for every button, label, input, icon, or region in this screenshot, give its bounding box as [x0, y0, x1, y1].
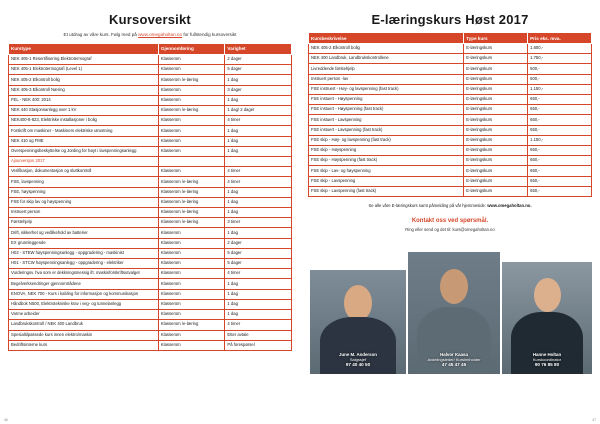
- table-cell: Klasserom: [158, 65, 225, 75]
- table-cell: 1.150,-: [528, 135, 592, 145]
- left-subtitle: [8, 32, 292, 38]
- contact-cta: [308, 218, 592, 233]
- table-cell: Klasserom: [158, 167, 225, 177]
- table-cell: Bedriftsinterne kurs: [9, 340, 159, 350]
- table-cell: Klasserom: [158, 289, 225, 299]
- table-cell: FSE instuert - Lavspenning: [309, 115, 464, 125]
- table-cell: FSE skip - Lavspenning (fast track): [309, 186, 464, 196]
- page-number-left: 46: [4, 418, 8, 422]
- table-cell: 2 dager: [225, 238, 292, 248]
- table-cell: Spesialtilpassede kurs innen elektro/maskin: [9, 330, 159, 340]
- table-row: [9, 238, 292, 248]
- column-header-gjennomforing: Gjennomføring: [158, 43, 225, 54]
- column-header-pris: Pris eks. mva.: [528, 33, 592, 44]
- person-head-shape: [440, 269, 468, 304]
- table-cell: 5 dager: [225, 65, 292, 75]
- person-phone: 90 76 85 80: [534, 362, 560, 367]
- page-title-right: E-læringskurs Høst 2017: [371, 12, 529, 27]
- person-photo: [502, 262, 592, 374]
- table-cell: Instruert person -lav: [309, 74, 464, 84]
- table-cell: 5 dager: [225, 259, 292, 269]
- table-cell: E-læringskurs: [464, 64, 528, 74]
- table-row: [309, 54, 592, 64]
- table-row: [309, 84, 592, 94]
- person-caption: [502, 352, 592, 368]
- table-cell: Landbrukskontroll / NEK 400 Landbruk: [9, 320, 159, 330]
- table-cell: 1 dag: [225, 279, 292, 289]
- table-cell: 650,-: [528, 186, 592, 196]
- table-cell: Klasserom /e-læring: [158, 106, 225, 116]
- table-cell: E-læringskurs: [464, 186, 528, 196]
- table-cell: [225, 157, 292, 167]
- person-phone: 47 45 47 45: [441, 362, 467, 367]
- table-cell: Klasserom: [158, 116, 225, 126]
- table-cell: NEK 405-1 Resertifisering Elektrotermograf: [9, 55, 159, 65]
- table-cell: 4 timer: [225, 167, 292, 177]
- table-row: [9, 146, 292, 156]
- table-cell: Drift, sikkerhet og vedlikehold av batterier: [9, 228, 159, 238]
- table-row: [9, 310, 292, 320]
- table-row: [9, 157, 292, 167]
- table-row: [9, 269, 292, 279]
- cta-title: Kontakt oss ved spørsmål.: [411, 218, 489, 225]
- table-cell: Klasserom: [158, 310, 225, 320]
- table-cell: NEK 410 og FME: [9, 136, 159, 146]
- table-row: [9, 218, 292, 228]
- table-cell: Ajourversjon 2017: [9, 157, 159, 167]
- table-cell: 1 dag: [225, 197, 292, 207]
- table-row: [9, 279, 292, 289]
- table-cell: [158, 157, 225, 167]
- table-row: [9, 177, 292, 187]
- table-cell: 650,-: [528, 125, 592, 135]
- contact-person: [408, 252, 500, 374]
- table-row: [9, 330, 292, 340]
- column-header-kurstype: Kurstype: [9, 43, 159, 54]
- table-row: [9, 187, 292, 197]
- table-cell: E-læringskurs: [464, 74, 528, 84]
- elearning-note-link[interactable]: www.omegaholtan.no.: [487, 203, 532, 209]
- table-cell: 650,-: [528, 105, 592, 115]
- table-cell: 1.150,-: [528, 84, 592, 94]
- table-cell: 1 dag: [225, 228, 292, 238]
- table-cell: E-læringskurs: [464, 166, 528, 176]
- table-cell: NEK 405-2 Elkontroll bolig: [309, 44, 464, 54]
- table-cell: Etter avtale: [225, 330, 292, 340]
- table-row: [309, 166, 592, 176]
- table-row: [309, 146, 592, 156]
- table-cell: Begelverksendringer gjennomtrådene: [9, 279, 159, 289]
- table-cell: Klasserom: [158, 330, 225, 340]
- table-row: [9, 248, 292, 258]
- table-row: [309, 135, 592, 145]
- table-cell: 3 timer: [225, 218, 292, 228]
- table-cell: 1 dag: [225, 95, 292, 105]
- table-row: [9, 95, 292, 105]
- table-cell: Klasserom /e-læring: [158, 218, 225, 228]
- table-cell: E-læringskurs: [464, 54, 528, 64]
- person-role: Avdelingsleder/ Kursinnholder: [427, 357, 481, 362]
- table-cell: NEK 405-3 Elkontroll Næring: [9, 85, 159, 95]
- table-cell: E-læringskurs: [464, 146, 528, 156]
- person-name: Halvor Kaasa: [440, 351, 468, 357]
- table-cell: 500,-: [528, 64, 592, 74]
- table-cell: FSE skip - Høyspenning: [309, 146, 464, 156]
- table-cell: Klasserom: [158, 126, 225, 136]
- table-cell: Klasserom: [158, 55, 225, 65]
- table-cell: Vurderingsv. hva som er dekkningsmessig ift. maskinforskriftsutvalget: [9, 269, 159, 279]
- table-cell: FSE for skip lav og høyspenning: [9, 197, 159, 207]
- table-cell: Forskrift om maskiner - Maskiners elektriske utrustning: [9, 126, 159, 136]
- table-cell: Klasserom /e-læring: [158, 208, 225, 218]
- table-cell: 1 dag: [225, 187, 292, 197]
- table-cell: Livreddende førstehjelp: [309, 64, 464, 74]
- table-row: [9, 75, 292, 85]
- person-caption: [408, 352, 500, 368]
- table-cell: E-læringskurs: [464, 105, 528, 115]
- table-row: [309, 176, 592, 186]
- table-cell: 1 dag: [225, 75, 292, 85]
- person-head-shape: [344, 285, 373, 321]
- table-cell: NEK 440 Stasjonsanlegg over 1 kV: [9, 106, 159, 116]
- elearning-note: [308, 203, 592, 208]
- table-cell: NEK400-8-823, Elektriske installasjoner i bolig: [9, 116, 159, 126]
- table-cell: FSE skip - Lav- og høyspenning: [309, 166, 464, 176]
- column-header-typekurs: Type kurs: [464, 33, 528, 44]
- table-cell: NEK 405-1 Elektrotermografi (Level 1): [9, 65, 159, 75]
- person-role: Kurskoordinator: [532, 357, 562, 362]
- table-cell: 1 dag: [225, 146, 292, 156]
- page-title-left: Kursoversikt: [109, 12, 191, 27]
- person-photo: [408, 252, 500, 374]
- table-cell: Instruert person: [9, 208, 159, 218]
- table-cell: Klasserom: [158, 340, 225, 350]
- table-cell: FSE instuert - Høyspenning: [309, 95, 464, 105]
- table-cell: Klasserom: [158, 299, 225, 309]
- table-cell: 650,-: [528, 146, 592, 156]
- cta-contact-line[interactable]: Ring eller send og det til: kurs@omegaholtan.no: [405, 227, 495, 233]
- table-cell: Håndbok N500, Elektrotekniske krav i veg- og tunnelanlegg: [9, 299, 159, 309]
- contact-person: [502, 262, 592, 374]
- person-photo: [310, 270, 406, 374]
- table-cell: 650,-: [528, 156, 592, 166]
- table-row: [309, 115, 592, 125]
- table-row: [9, 116, 292, 126]
- table-row: [9, 299, 292, 309]
- table-cell: Klasserom /e-læring: [158, 177, 225, 187]
- table-cell: 1 dag/ 2 dager: [225, 106, 292, 116]
- table-cell: Klasserom /e-læring: [158, 75, 225, 85]
- table-cell: E-læringskurs: [464, 125, 528, 135]
- table-cell: 4 timer: [225, 116, 292, 126]
- table-row: [9, 197, 292, 207]
- elearning-table: [308, 32, 592, 197]
- table-cell: 650,-: [528, 115, 592, 125]
- table-cell: NEK 405-2 Elkontroll bolig: [9, 75, 159, 85]
- table-cell: Klasserom /e-læring: [158, 197, 225, 207]
- table-header-row: [9, 43, 292, 54]
- table-cell: 1 dag: [225, 310, 292, 320]
- table-cell: 1 dag: [225, 136, 292, 146]
- table-cell: E-læringskurs: [464, 135, 528, 145]
- table-cell: Klasserom /e-læring: [158, 187, 225, 197]
- table-cell: FSE instuert - Høyspenning (fast track): [309, 105, 464, 115]
- table-cell: H01 - STCW høyspenningsanlegg - oppgradering - elektriker: [9, 259, 159, 269]
- table-row: [9, 167, 292, 177]
- table-cell: 1 dag: [225, 126, 292, 136]
- contact-people: [308, 239, 592, 374]
- person-head-shape: [534, 278, 561, 312]
- table-cell: E-læringskurs: [464, 176, 528, 186]
- person-name: Hanne Holtan: [532, 351, 562, 357]
- table-cell: Klasserom: [158, 85, 225, 95]
- table-cell: FSE, lavspenning: [9, 177, 159, 187]
- table-cell: 500,-: [528, 74, 592, 84]
- table-cell: E-læringskurs: [464, 156, 528, 166]
- table-cell: H02 - STEW høyspenningsanlegg - oppgradering - maskinist: [9, 248, 159, 258]
- right-column: [300, 0, 600, 424]
- table-cell: 5 dager: [225, 248, 292, 258]
- table-cell: FSE skip - Lavspenning: [309, 176, 464, 186]
- table-cell: 3 dager: [225, 85, 292, 95]
- table-cell: E-læringskurs: [464, 95, 528, 105]
- table-cell: E-læringskurs: [464, 44, 528, 54]
- table-cell: 4 timer: [225, 177, 292, 187]
- table-cell: FSE instuert - Lavspenning (fast track): [309, 125, 464, 135]
- person-role: Salgssjef: [349, 357, 367, 362]
- table-row: [9, 136, 292, 146]
- table-row: [9, 106, 292, 116]
- table-cell: Klasserom: [158, 248, 225, 258]
- table-cell: FSE, høyspenning: [9, 187, 159, 197]
- table-cell: 1.600,-: [528, 44, 592, 54]
- contact-person: [310, 270, 406, 374]
- left-subtitle-post: for fullstendig kursoversikt: [182, 32, 237, 37]
- table-row: [309, 95, 592, 105]
- table-cell: På forespørsel: [225, 340, 292, 350]
- table-cell: Klasserom: [158, 95, 225, 105]
- table-cell: Klasserom: [158, 238, 225, 248]
- table-cell: 4 timer: [225, 269, 292, 279]
- table-cell: 650,-: [528, 95, 592, 105]
- table-row: [9, 259, 292, 269]
- table-row: [309, 64, 592, 74]
- table-cell: FEL - NEK 400: 2014: [9, 95, 159, 105]
- table-cell: Klasserom: [158, 279, 225, 289]
- table-cell: 1 dag: [225, 289, 292, 299]
- table-cell: Klasserom: [158, 228, 225, 238]
- table-row: [9, 340, 292, 350]
- table-row: [309, 105, 592, 115]
- table-cell: 650,-: [528, 166, 592, 176]
- table-cell: ENOVA, NEK 700 - Kurs i kabling for informasjon og kommunikasjon: [9, 289, 159, 299]
- table-cell: Klasserom /e-læring: [158, 320, 225, 330]
- table-cell: 2 dager: [225, 55, 292, 65]
- table-cell: Klasserom: [158, 146, 225, 156]
- table-cell: E-læringskurs: [464, 115, 528, 125]
- table-row: [9, 289, 292, 299]
- table-row: [9, 55, 292, 65]
- table-cell: Varme arbeider: [9, 310, 159, 320]
- table-cell: Klasserom: [158, 136, 225, 146]
- table-row: [9, 228, 292, 238]
- person-name: June M. Anderson: [339, 351, 377, 357]
- person-caption: [310, 352, 406, 368]
- table-row: [9, 85, 292, 95]
- table-cell: Verifikasjon, dokumentasjon og sluttkontroll: [9, 167, 159, 177]
- table-cell: 1.750,-: [528, 54, 592, 64]
- table-cell: Førstehjelp: [9, 218, 159, 228]
- column-header-varighet: Varighet: [225, 43, 292, 54]
- table-cell: FSE skip - Høyspenning (fast track): [309, 156, 464, 166]
- table-cell: 4 timer: [225, 320, 292, 330]
- table-cell: 1 dag: [225, 208, 292, 218]
- table-header-row: [309, 33, 592, 44]
- table-cell: EX grunnleggende: [9, 238, 159, 248]
- table-row: [9, 126, 292, 136]
- table-row: [9, 65, 292, 75]
- table-row: [309, 74, 592, 84]
- table-row: [9, 320, 292, 330]
- column-header-kursbeskrivelse: Kursbeskrivelse: [309, 33, 464, 44]
- website-link[interactable]: www.omegaholtan.no: [138, 32, 183, 37]
- course-overview-table: [8, 43, 292, 351]
- table-cell: FSE skip - Høy- og lavspenning (fast track): [309, 135, 464, 145]
- table-row: [309, 125, 592, 135]
- table-cell: FSE instruert - Høy- og lavspenning (fast track): [309, 84, 464, 94]
- table-cell: NEK 400 Landbruk, Landbrukskontrollene: [309, 54, 464, 64]
- table-row: [9, 208, 292, 218]
- page-number-right: 47: [592, 418, 596, 422]
- table-cell: Overspenningsbeskyttelse og Jording for høyt i lavspenningsanlegg: [9, 146, 159, 156]
- table-row: [309, 156, 592, 166]
- table-cell: E-læringskurs: [464, 84, 528, 94]
- elearning-note-text: Se alle våre E-læringskurs samt påmelding på vår hjemmeside:: [368, 203, 488, 209]
- table-row: [309, 44, 592, 54]
- table-cell: 1 dag: [225, 299, 292, 309]
- table-cell: 650,-: [528, 176, 592, 186]
- person-phone: 97 40 40 50: [345, 362, 371, 367]
- table-row: [309, 186, 592, 196]
- table-cell: Klasserom: [158, 259, 225, 269]
- left-subtitle-pre: Et utdrag av våre kurs. Følg med på: [63, 32, 139, 37]
- table-cell: Klasserom: [158, 269, 225, 279]
